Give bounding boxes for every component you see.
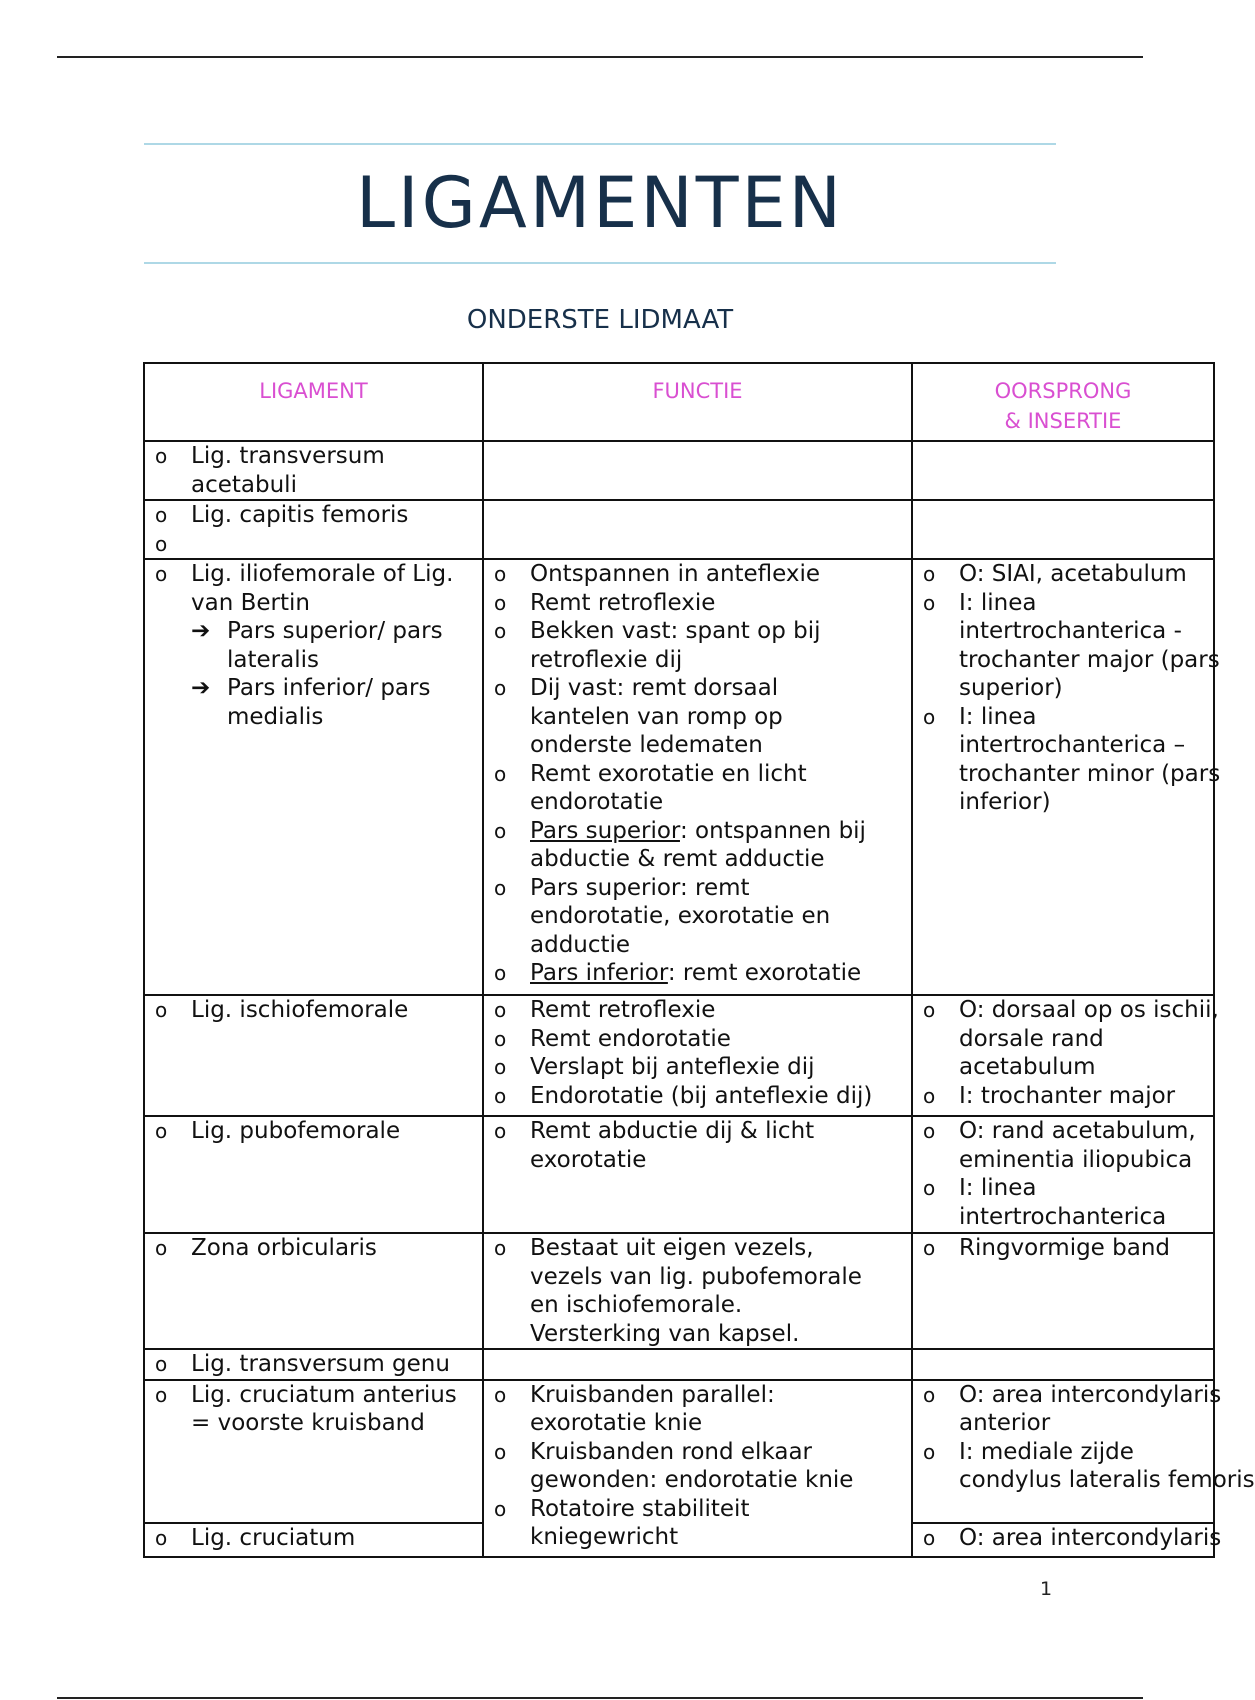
cell-functie [483, 1380, 912, 1557]
cell-functie [483, 1116, 912, 1233]
list-item: o Pars inferior: remt exorotatie [484, 959, 911, 988]
list-item: o O: dorsaal op os ischii, dorsale rand acetabulum [913, 996, 1213, 1082]
cell-oorsprong [912, 1233, 1214, 1349]
footer-rule [57, 1697, 1143, 1699]
list-item: o O: SIAI, acetabulum [913, 560, 1213, 589]
page-number: 1 [1040, 1578, 1053, 1600]
page-title: LIGAMENTEN [355, 162, 845, 244]
list-item: o Lig. capitis femoris [145, 501, 482, 530]
header-rule [57, 56, 1143, 58]
list-item: o I: mediale zijde condylus lateralis femoris [913, 1438, 1213, 1495]
list-item: o I: linea intertrochanterica - trochanter major (pars superior) [913, 589, 1213, 703]
table-row [144, 1233, 1214, 1349]
page-subtitle: ONDERSTE LIDMAAT [466, 305, 734, 335]
list-item: o Remt exorotatie en licht endorotatie [484, 760, 911, 817]
header-functie: FUNCTIE [483, 363, 912, 441]
cell-functie [483, 441, 912, 500]
list-item: o Lig. transversum genu [145, 1350, 482, 1379]
list-item: o Remt endorotatie [484, 1025, 911, 1054]
list-item: o Endorotatie (bij anteflexie dij) [484, 1082, 911, 1111]
list-item: o Zona orbicularis [145, 1234, 482, 1263]
table-row [144, 1380, 1214, 1523]
list-item: o Bekken vast: spant op bij retroflexie dij [484, 617, 911, 674]
cell-oorsprong [912, 500, 1214, 559]
header-oorsprong-insertie: OORSPRONG & INSERTIE [912, 363, 1214, 441]
list-item-empty [145, 530, 482, 559]
list-item: o Lig. transversum acetabuli [145, 442, 482, 499]
list-item: o Remt abductie dij & licht exorotatie [484, 1117, 911, 1174]
cell-oorsprong [912, 1349, 1214, 1380]
table-row [144, 559, 1214, 995]
table-row [144, 1349, 1214, 1380]
header-ligament: LIGAMENT [144, 363, 483, 441]
cell-ligament [144, 1116, 483, 1233]
header-row [144, 363, 1214, 441]
list-item: o Verslapt bij anteflexie dij [484, 1053, 911, 1082]
list-item: o Pars superior: ontspannen bij abductie & remt adductie [484, 817, 911, 874]
cell-oorsprong [912, 1523, 1222, 1557]
list-item: o Kruisbanden rond elkaar gewonden: endorotatie knie [484, 1438, 911, 1495]
cell-ligament [144, 500, 483, 559]
list-item: o Ontspannen in anteflexie [484, 560, 911, 589]
cell-functie [483, 995, 912, 1116]
list-item: o Lig. iliofemorale of Lig. van Bertin ➔ Pars superior/ pars lateralis ➔ Pars inferior/ pars medialis [145, 560, 482, 731]
list-item: o Bestaat uit eigen vezels, vezels van lig. pubofemorale en ischiofemorale. Versterking van kapsel. [484, 1234, 911, 1348]
cell-ligament [144, 1349, 483, 1380]
list-item: o Remt retroflexie [484, 589, 911, 618]
arrow-right-icon: ➔ [191, 675, 211, 701]
ligament-table-wrapper [143, 362, 1255, 1552]
list-item: o Lig. pubofemorale [145, 1117, 482, 1146]
list-item: o Dij vast: remt dorsaal kantelen van romp op onderste ledematen [484, 674, 911, 760]
sub-item: ➔ Pars superior/ pars lateralis [191, 618, 443, 673]
list-item: o I: linea intertrochanterica – trochanter minor (pars inferior) [913, 703, 1213, 817]
list-item: o Ringvormige band [913, 1234, 1213, 1263]
cell-functie [483, 500, 912, 559]
title-border-bottom [144, 262, 1056, 264]
cell-functie [483, 1349, 912, 1380]
cell-functie [483, 1233, 912, 1349]
sub-item: ➔ Pars inferior/ pars medialis [191, 675, 431, 730]
list-item: o Lig. cruciatum [145, 1524, 482, 1553]
table-row [144, 500, 1214, 559]
title-border-top [144, 143, 1056, 145]
cell-functie [483, 559, 912, 995]
list-item: o I: trochanter major [913, 1082, 1213, 1111]
ligament-table [143, 362, 1255, 1558]
table-row [144, 441, 1214, 500]
list-item: o O: rand acetabulum, eminentia iliopubica [913, 1117, 1213, 1174]
arrow-right-icon: ➔ [191, 618, 211, 644]
cell-ligament [144, 1380, 483, 1523]
list-item: o O: area intercondylaris anterior [913, 1381, 1213, 1438]
cell-ligament [144, 441, 483, 500]
list-item: o Lig. cruciatum anterius = voorste kruisband [145, 1381, 482, 1438]
list-item: o Pars superior: remt endorotatie, exorotatie en adductie [484, 874, 911, 960]
cell-ligament [144, 559, 483, 995]
cell-oorsprong [912, 1380, 1255, 1523]
list-item: o I: linea intertrochanterica [913, 1174, 1213, 1231]
list-item: o Rotatoire stabiliteit kniegewricht [484, 1495, 911, 1552]
cell-ligament [144, 1523, 483, 1557]
cell-ligament [144, 1233, 483, 1349]
table-row [144, 995, 1214, 1116]
cell-ligament [144, 995, 483, 1116]
table-row [144, 1116, 1214, 1233]
cell-oorsprong [912, 441, 1214, 500]
list-item: o Lig. ischiofemorale [145, 996, 482, 1025]
list-item: o O: area intercondylaris [913, 1524, 1213, 1553]
cell-oorsprong [912, 559, 1221, 995]
cell-oorsprong [912, 995, 1219, 1116]
cell-oorsprong [912, 1116, 1214, 1233]
list-item: o Remt retroflexie [484, 996, 911, 1025]
list-item: o Kruisbanden parallel: exorotatie knie [484, 1381, 911, 1438]
